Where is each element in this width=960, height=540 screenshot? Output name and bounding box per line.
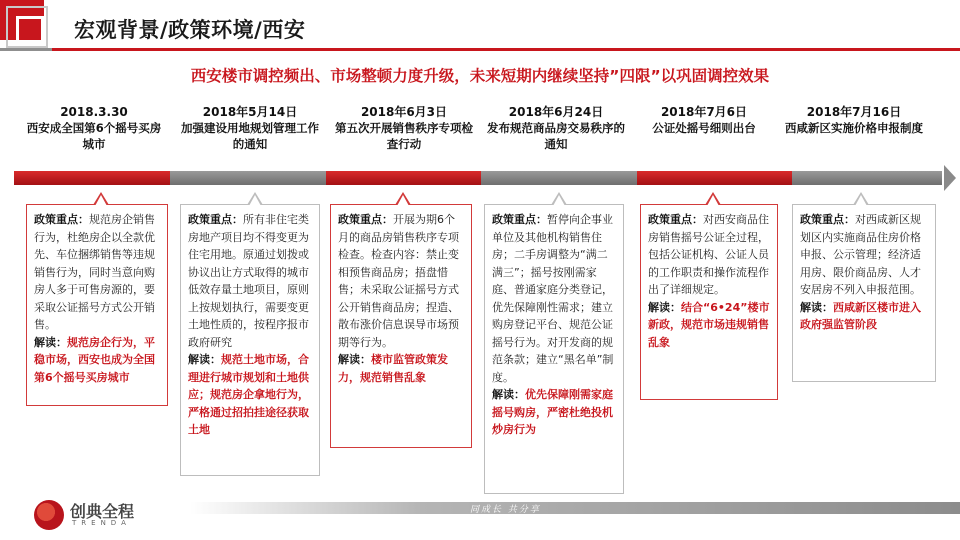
event-title: 加强建设用地规划管理工作的通知 bbox=[181, 121, 319, 151]
timeline-segment bbox=[326, 171, 481, 185]
interpretation-text: 西咸新区楼市进入政府强监管阶段 bbox=[800, 300, 921, 331]
policy-callout-2 bbox=[180, 204, 320, 476]
timeline-arrow-icon bbox=[944, 165, 956, 191]
callout-pointer-fill bbox=[249, 195, 261, 206]
interpretation-label: 解读： bbox=[800, 300, 833, 314]
policy-text: 暂停向企事业单位及其他机构销售住房；二手房调整为“满二满三”；摇号按刚需家庭、普通家庭分类登记，优先保障刚性需求；建立购房登记平台、规范公证摇号行为。对开发商的规范条款；建立“黑名单”制度。 bbox=[492, 213, 614, 384]
timeline-segment bbox=[637, 171, 792, 185]
brand-name: 创典全程 bbox=[70, 502, 135, 521]
policy-callout-1 bbox=[26, 204, 168, 406]
callout-pointer-fill bbox=[855, 195, 867, 206]
policy-label: 政策重点： bbox=[34, 213, 89, 226]
policy-label: 政策重点： bbox=[648, 213, 703, 226]
policy-text: 规范房企销售行为，杜绝房企以全款优先、车位捆绑销售等违规销售行为，同时当意向购房人多于可售房源的，要采取公证摇号方式公开销售。 bbox=[34, 213, 155, 331]
policy-text: 所有非住宅类房地产项目均不得变更为住宅用地。原通过划拨或协议出让方式取得的城市低效存量土地项目，原则上按规划执行，需要变更土地性质的，按程序报市政府研究 bbox=[188, 213, 309, 349]
event-6 bbox=[784, 104, 924, 136]
event-date: 2018年7月16日 bbox=[806, 105, 902, 119]
page-title: 宏观背景/政策环境/西安 bbox=[74, 18, 306, 42]
event-title: 发布规范商品房交易秩序的通知 bbox=[487, 121, 625, 151]
event-2 bbox=[180, 104, 320, 152]
event-5 bbox=[634, 104, 774, 136]
timeline-segment bbox=[792, 171, 942, 185]
interpretation-text: 结合“6•24”楼市新政，规范市场违规销售乱象 bbox=[648, 300, 770, 349]
policy-text: 对西安商品住房销售摇号公证全过程，包括公证机构、公证人员的工作职责和操作流程作出了详细规定。 bbox=[648, 213, 769, 296]
event-title: 西安成全国第6个摇号买房城市 bbox=[26, 121, 162, 151]
policy-callout-4 bbox=[484, 204, 624, 494]
event-4 bbox=[486, 104, 626, 152]
brand-logo-icon bbox=[34, 500, 64, 530]
timeline-segment bbox=[481, 171, 637, 185]
interpretation-text: 楼市监管政策发力，规范销售乱象 bbox=[338, 353, 448, 384]
event-date: 2018年5月14日 bbox=[202, 105, 298, 119]
interpretation-text: 规范土地市场，合理进行城市规划和土地供应；规范房企拿地行为，严格通过招拍挂途径获取土地 bbox=[188, 353, 309, 436]
footer-slogan: 同成长 共分享 bbox=[470, 505, 541, 515]
policy-text: 开展为期6个月的商品房销售秩序专项检查。检查内容：禁止变相预售商品房；捂盘惜售；未采取公证摇号方式公开销售商品房；捏造、散布涨价信息误导市场预期等行为。 bbox=[338, 213, 459, 349]
event-date: 2018年7月6日 bbox=[660, 105, 748, 119]
title-divider-dark bbox=[0, 48, 52, 51]
timeline-bar bbox=[14, 171, 948, 185]
interpretation-text: 规范房企行为，平稳市场，西安也成为全国第6个摇号买房城市 bbox=[34, 335, 155, 384]
footer-band bbox=[190, 502, 960, 514]
brand-name-en: TRENDA bbox=[72, 519, 131, 527]
interpretation-label: 解读： bbox=[188, 353, 221, 366]
policy-text: 对西咸新区规划区内实施商品住房价格申报、公示管理；经济适用房、限价商品房、人才安居房不列入申报范围。 bbox=[800, 213, 921, 296]
callout-pointer-fill bbox=[707, 195, 719, 206]
event-title: 西咸新区实施价格申报制度 bbox=[785, 121, 923, 135]
policy-callout-6 bbox=[792, 204, 936, 382]
policy-label: 政策重点： bbox=[492, 213, 547, 226]
event-1 bbox=[24, 104, 164, 152]
callout-pointer-fill bbox=[553, 195, 565, 206]
interpretation-label: 解读： bbox=[34, 335, 67, 349]
interpretation-label: 解读： bbox=[492, 388, 525, 401]
timeline-segment bbox=[14, 171, 170, 185]
title-divider bbox=[52, 48, 960, 51]
event-3 bbox=[334, 104, 474, 152]
policy-callout-3 bbox=[330, 204, 472, 448]
headline: 西安楼市调控频出、市场整顿力度升级，未来短期内继续坚持”四限”以巩固调控效果 bbox=[190, 67, 770, 85]
corner-decoration-square-inner bbox=[16, 16, 44, 44]
interpretation-label: 解读： bbox=[338, 353, 371, 366]
timeline-segment bbox=[170, 171, 326, 185]
interpretation-text: 优先保障刚需家庭摇号购房，严密杜绝投机炒房行为 bbox=[492, 388, 613, 436]
policy-label: 政策重点： bbox=[800, 213, 855, 226]
policy-callout-5 bbox=[640, 204, 778, 400]
callout-pointer-fill bbox=[95, 195, 107, 206]
event-date: 2018年6月24日 bbox=[508, 105, 604, 119]
policy-label: 政策重点： bbox=[338, 213, 393, 226]
event-title: 第五次开展销售秩序专项检查行动 bbox=[335, 121, 473, 151]
policy-label: 政策重点： bbox=[188, 213, 243, 226]
event-date: 2018年6月3日 bbox=[360, 105, 448, 119]
event-date: 2018.3.30 bbox=[60, 105, 128, 119]
interpretation-label: 解读： bbox=[648, 300, 681, 314]
event-title: 公证处摇号细则出台 bbox=[652, 121, 756, 135]
callout-pointer-fill bbox=[397, 195, 409, 206]
